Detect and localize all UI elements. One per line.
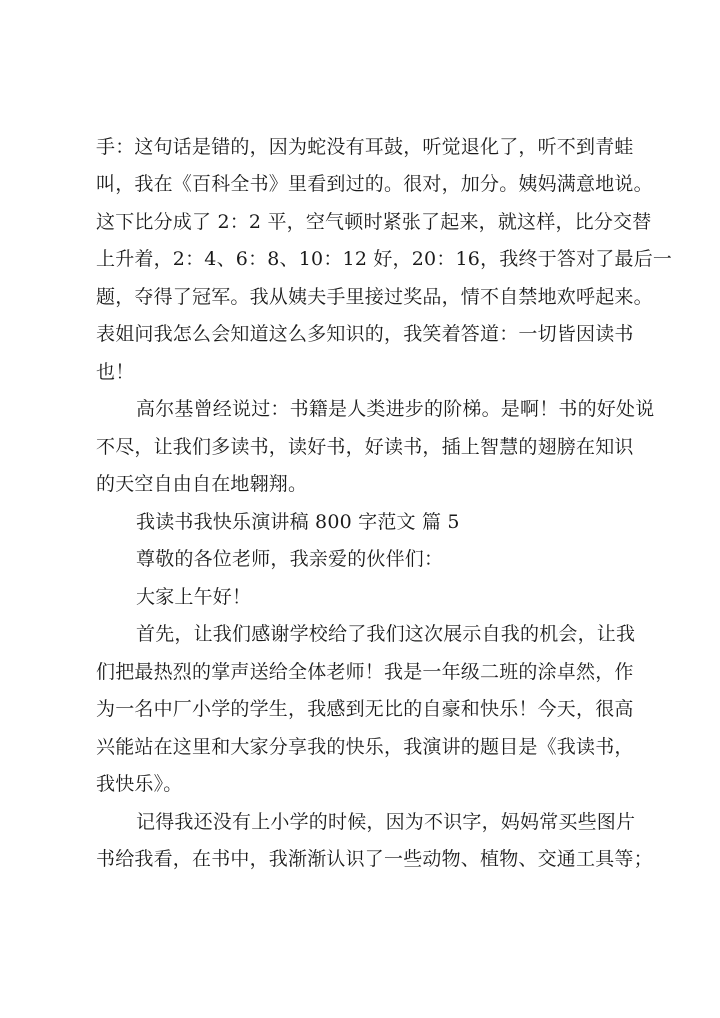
text-line: 表姐问我怎么会知道这么多知识的，我笑着答道：一切皆因读书 [96,323,634,345]
text-line: 叫，我在《百科全书》里看到过的。很对，加分。姨妈满意地说。 [96,173,653,195]
text-line: 高尔基曾经说过：书籍是人类进步的阶梯。是啊！书的好处说 [136,398,655,420]
text-line: 们把最热烈的掌声送给全体老师！我是一年级二班的涂卓然，作 [96,661,634,683]
text-line: 为一名中厂小学的学生，我感到无比的自豪和快乐！今天，很高 [96,698,634,720]
text-line: 这下比分成了 2：2 平，空气顿时紧张了起来，就这样，比分交替 [96,211,652,233]
section-heading: 我读书我快乐演讲稿 800 字范文 篇 5 [136,511,460,533]
text-line: 手：这句话是错的，因为蛇没有耳鼓，听觉退化了，听不到青蛙 [96,136,634,158]
text-line: 的天空自由自在地翱翔。 [96,473,308,495]
text-line: 尊敬的各位老师，我亲爱的伙伴们： [136,548,444,570]
text-line: 首先，让我们感谢学校给了我们这次展示自我的机会，让我 [136,623,636,645]
text-line: 兴能站在这里和大家分享我的快乐，我演讲的题目是《我读书， [96,736,634,758]
text-line: 书给我看，在书中，我渐渐认识了一些动物、植物、交通工具等； [96,848,653,870]
text-line: 记得我还没有上小学的时候，因为不识字，妈妈常买些图片 [136,811,636,833]
text-line: 也！ [96,361,135,383]
text-line: 大家上午好！ [136,586,252,608]
text-line: 上升着，2：4、6：8、10：12 好，20：16，我终于答对了最后一 [96,248,673,270]
text-line: 题，夺得了冠军。我从姨夫手里接过奖品，情不自禁地欢呼起来。 [96,286,653,308]
text-line: 我快乐》。 [96,773,183,795]
text-line: 不尽，让我们多读书，读好书，好读书，插上智慧的翅膀在知识 [96,436,634,458]
